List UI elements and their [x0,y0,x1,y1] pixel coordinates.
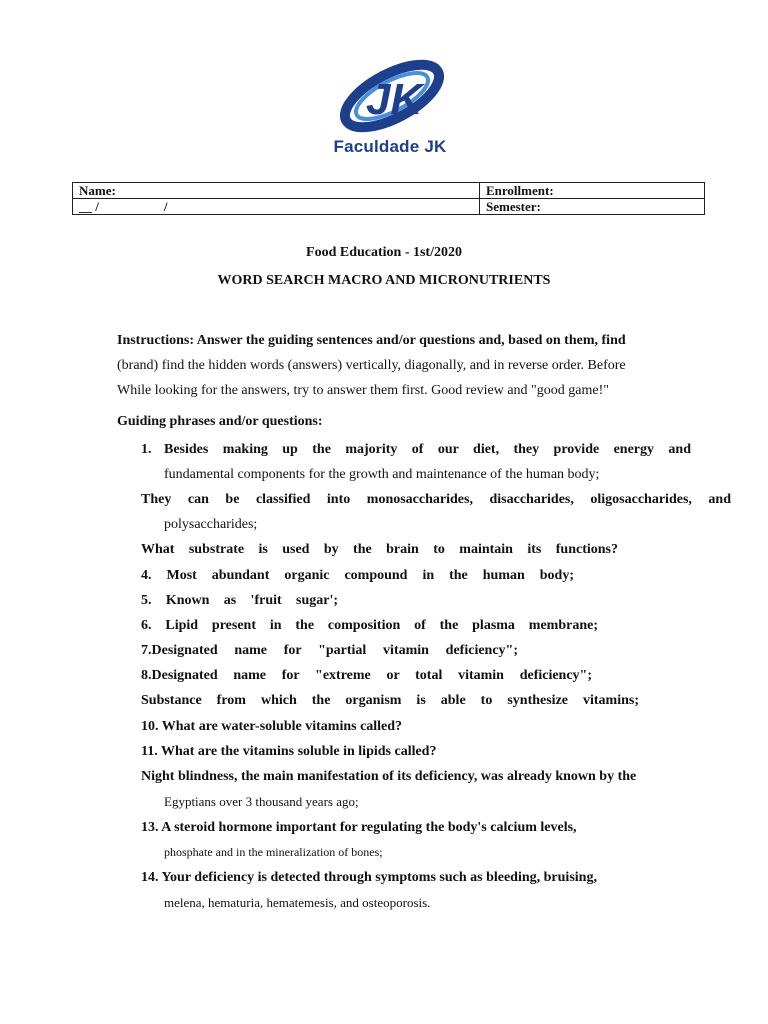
question-7: 7.Designated name for "partial vitamin deficiency"; [141,643,518,658]
question-8: 8.Designated name for "extreme or total vitamin deficiency"; [141,668,592,683]
question-4: 4. Most abundant organic compound in the human body; [141,568,574,583]
date-blank: __ / / [79,199,168,214]
question-12: Night blindness, the main manifestation of its deficiency, was already known by the [141,769,637,784]
question-14-continuation: melena, hematuria, hematemesis, and osteoporosis. [164,895,431,910]
question-2: They can be classified into monosaccharides, disaccharides, oligosaccharides, and [141,492,731,507]
question-14: 14. Your deficiency is detected through symptoms such as bleeding, bruising, [141,870,597,885]
question-5: 5. Known as 'fruit sugar'; [141,593,338,608]
question-3: What substrate is used by the brain to maintain its functions? [141,542,618,557]
course-subject: Food Education - 1st/2020 [306,245,462,260]
document-title: WORD SEARCH MACRO AND MICRONUTRIENTS [217,273,551,288]
student-info-table [72,182,705,215]
question-13: 13. A steroid hormone important for regulating the body's calcium levels, [141,820,577,835]
question-9: Substance from which the organism is able to synthesize vitamins; [141,693,639,708]
name-label: Name: [79,183,116,198]
logo-mark: JK [366,75,423,124]
instructions-line-1: Instructions: Answer the guiding sentences and/or questions and, based on them, find [117,333,626,348]
question-1-number: 1. [141,442,152,457]
semester-field[interactable] [480,199,705,215]
instructions-line-3: While looking for the answers, try to answer them first. Good review and "good game!" [117,383,609,398]
question-11: 11. What are the vitamins soluble in lipids called? [141,744,437,759]
name-field[interactable] [73,183,480,199]
instructions-line-2: (brand) find the hidden words (answers) vertically, diagonally, and in reverse order. Before [117,358,626,373]
semester-label: Semester: [486,199,541,214]
guiding-heading: Guiding phrases and/or questions: [117,414,323,429]
date-field[interactable] [73,199,480,215]
question-2-continuation: polysaccharides; [164,517,258,532]
question-1-continuation: fundamental components for the growth and maintenance of the human body; [164,467,600,482]
question-1 [141,442,691,458]
question-13-continuation: phosphate and in the mineralization of bones; [164,845,383,859]
instructions [117,328,717,403]
question-6: 6. Lipid present in the composition of the plasma membrane; [141,618,598,633]
question-1-text: Besides making up the majority of our diet, they provide energy and [164,442,691,457]
question-10: 10. What are water-soluble vitamins called? [141,719,403,734]
enrollment-label: Enrollment: [486,183,554,198]
logo-text: Faculdade JK [333,137,447,156]
question-12-continuation: Egyptians over 3 thousand years ago; [164,794,359,809]
enrollment-field[interactable] [480,183,705,199]
